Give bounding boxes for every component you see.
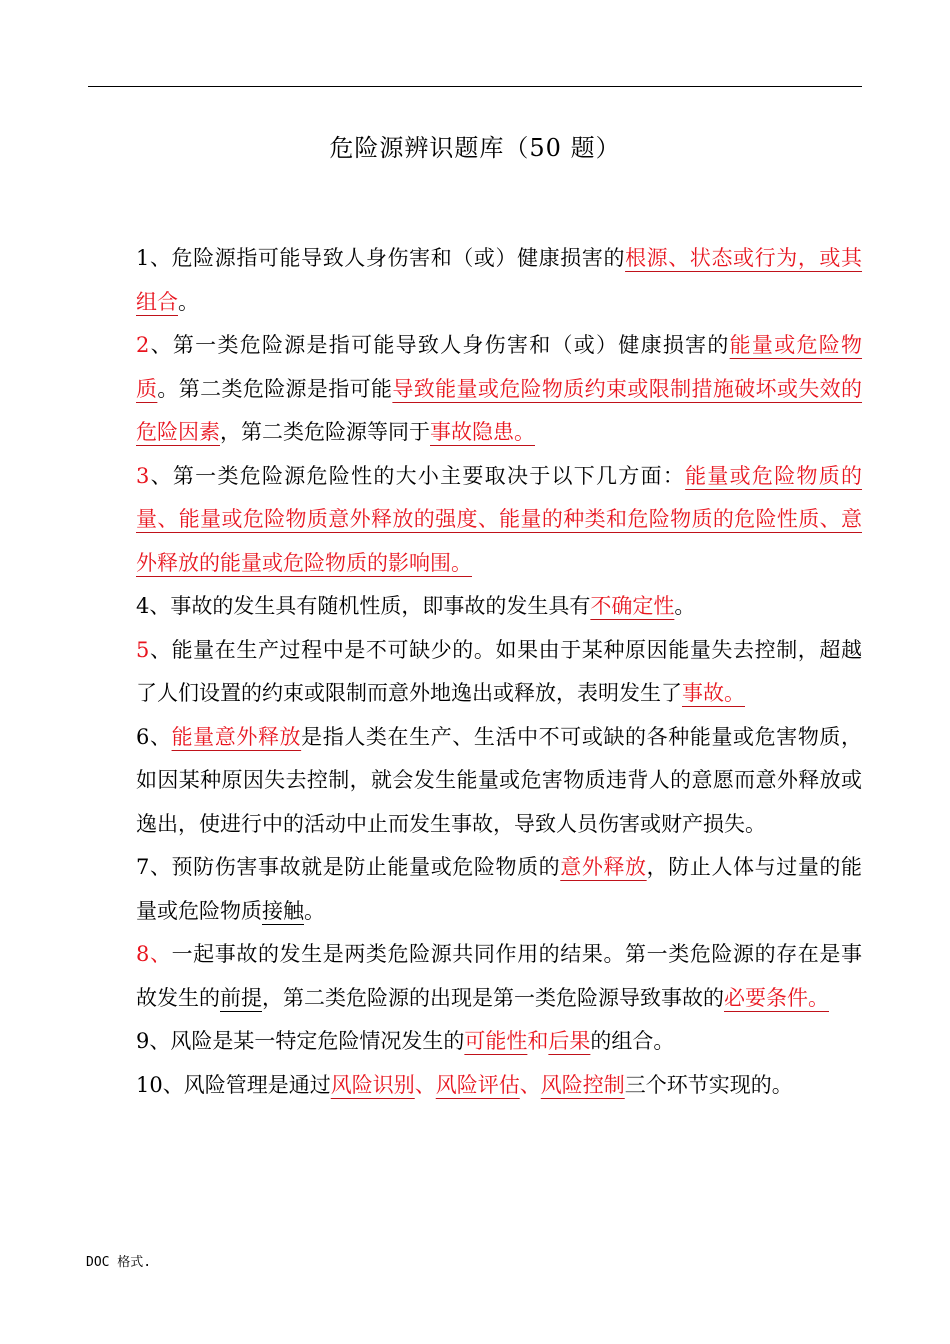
question-text: 1、危险源指可能导致人身伤害和（或）健康损害的 [136, 246, 626, 270]
question-item [136, 1064, 862, 1108]
answer-text: 能量意外释放 [171, 724, 302, 749]
answer-text: 前提 [220, 985, 262, 1010]
answer-text: 风险控制 [540, 1072, 625, 1097]
answer-text: 事故。 [682, 681, 745, 705]
answer-text: 根源、状态或行为，或其组合 [136, 246, 863, 314]
question-text: 。 [674, 594, 696, 618]
question-item [136, 846, 862, 933]
question-item [136, 716, 862, 847]
answer-text: 后果 [548, 1029, 591, 1053]
question-text: 、第一类危险源是指可能导致人身伤害和（或）健康损害的 [149, 333, 730, 357]
question-text: 、 [519, 1072, 541, 1097]
question-text: 10、风险管理是通过 [136, 1072, 331, 1097]
answer-text: 接触 [262, 898, 304, 923]
question-text: 和 [527, 1029, 549, 1053]
question-item [136, 455, 862, 586]
question-item [136, 585, 862, 629]
answer-text: 能量或危险物质 [136, 333, 863, 401]
question-item [136, 1020, 862, 1064]
question-text: ，防止人体与过量的能量或危险物质 [136, 855, 863, 923]
question-item [136, 324, 862, 455]
question-text: 三个环节实现的。 [624, 1072, 793, 1097]
answer-text: 必要条件。 [724, 985, 829, 1010]
question-text: 、能量在生产过程中是不可缺少的。如果由于某种原因能量失去控制，超越了人们设置的约束或限制而意外地逸出或释放，表明发生了 [136, 637, 862, 705]
header-rule [88, 86, 862, 87]
page-title: 危险源辨识题库（50 题） [329, 134, 621, 162]
question-item [136, 629, 862, 716]
question-text: 一起事故的发生是两类危险源共同作用的结果。第一类危险源的存在是事故发生的 [136, 942, 862, 1010]
question-text: 。第二类危险源是指可能 [157, 376, 393, 401]
question-text: 是指人类在生产、生活中不可或缺的各种能量或危害物质，如因某种原因失去控制，就会发生能量或危害物质违背人的意愿而意外释放或逸出，使进行中的活动中止而发生事故，导致人员伤害或财产损失。 [136, 724, 863, 836]
question-text: 5 [136, 637, 150, 662]
question-text: 4、事故的发生具有随机性质，即事故的发生具有 [136, 594, 591, 618]
question-text: 9、风险是某一特定危险情况发生的 [136, 1029, 465, 1053]
answer-text: 意外释放 [560, 855, 647, 879]
question-text: 。 [304, 898, 325, 923]
answer-text: 风险评估 [435, 1072, 520, 1097]
answer-text: 导致能量或危险物质约束或限制措施破坏或失效的危险因素 [136, 376, 863, 444]
question-list [136, 237, 862, 1107]
question-item [136, 237, 862, 324]
answer-text: 不确定性 [590, 594, 675, 618]
footer-text: DOC 格式. [86, 1255, 152, 1270]
question-text: 、 [414, 1072, 436, 1097]
question-text: ，第二类危险源等同于 [220, 420, 430, 444]
question-item [136, 933, 862, 1020]
question-text: 2 [136, 333, 150, 357]
answer-text: 可能性 [464, 1029, 528, 1053]
answer-text: 事故隐患。 [430, 420, 535, 444]
answer-text: 风险识别 [330, 1072, 415, 1097]
question-text: 6、 [136, 724, 172, 749]
question-text: 、第一类危险源危险性的大小主要取决于以下几方面： [149, 463, 686, 488]
question-text: ，第二类危险源的出现是第一类危险源导致事故的 [262, 985, 724, 1010]
question-text: 3 [136, 463, 150, 488]
question-text: 的组合。 [590, 1029, 675, 1053]
question-text: 。 [178, 289, 199, 314]
answer-text: 能量或危险物质的量、能量或危险物质意外释放的强度、能量的种类和危险物质的危险性质、意外释放的能量或危险物质的影响围。 [136, 463, 863, 575]
question-text: 8、 [136, 942, 172, 966]
question-text: 7、预防伤害事故就是防止能量或危险物质的 [136, 855, 561, 879]
